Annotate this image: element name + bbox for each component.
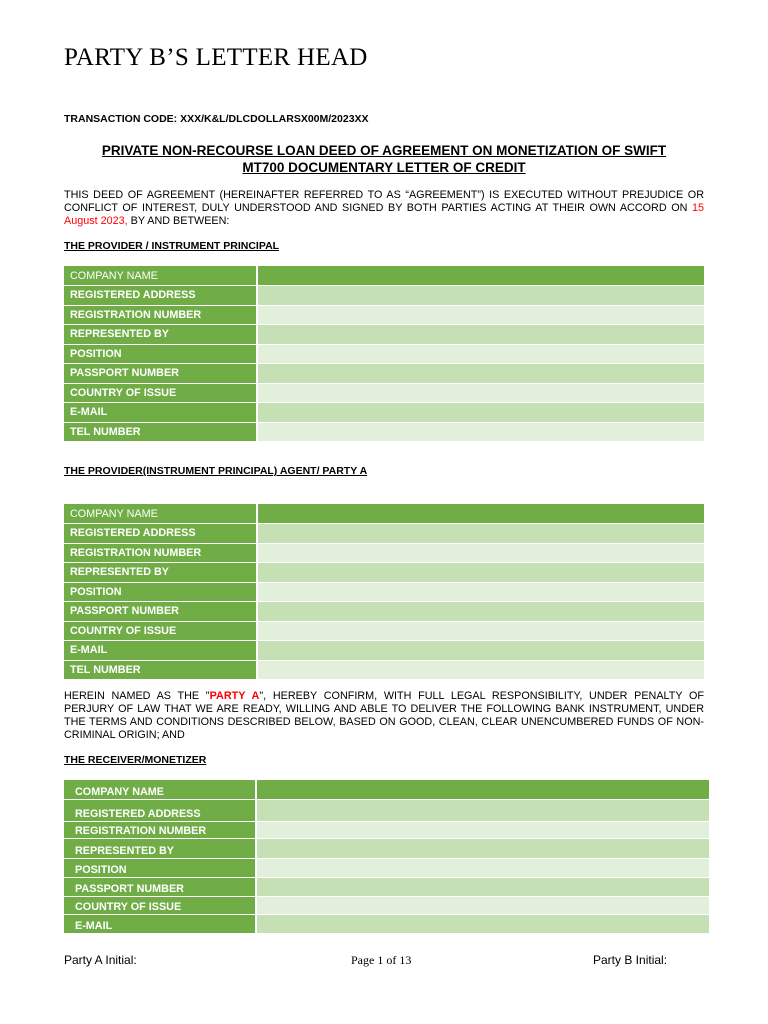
page-number: Page 1 of 13 [351, 953, 412, 967]
field-value [257, 524, 704, 544]
table-row [64, 563, 704, 583]
table-row [64, 877, 709, 896]
field-label: COMPANY NAME [64, 504, 257, 524]
table-row [64, 780, 709, 799]
field-label: COMPANY NAME [64, 266, 257, 286]
field-label: REPRESENTED BY [64, 563, 257, 583]
field-value [257, 383, 704, 403]
table-row [64, 621, 704, 641]
table-row [64, 641, 704, 661]
table-row [64, 896, 709, 914]
field-label: PASSPORT NUMBER [64, 877, 256, 896]
field-value [256, 877, 709, 896]
field-value [257, 641, 704, 661]
table-row [64, 344, 704, 364]
field-label: COMPANY NAME [64, 780, 256, 799]
field-label: COUNTRY OF ISSUE [64, 621, 257, 641]
intro-paragraph [64, 189, 704, 228]
receiver-heading: THE RECEIVER/MONETIZER [64, 754, 207, 766]
field-value [257, 602, 704, 622]
field-value [256, 896, 709, 914]
field-label: COUNTRY OF ISSUE [64, 383, 257, 403]
field-label: E-MAIL [64, 914, 256, 933]
table-row [64, 422, 704, 442]
field-value [257, 582, 704, 602]
agent-party-a-table [64, 504, 704, 680]
field-value [256, 914, 709, 933]
field-value [257, 422, 704, 442]
table-row [64, 286, 704, 306]
table-row [64, 799, 709, 821]
field-value [257, 364, 704, 384]
letterhead-title: PARTY B’S LETTER HEAD [64, 44, 368, 71]
field-value [257, 621, 704, 641]
field-label: E-MAIL [64, 641, 257, 661]
table-row [64, 602, 704, 622]
herein-paragraph [64, 690, 704, 742]
field-value [256, 858, 709, 877]
party-b-initial: Party B Initial: [593, 953, 668, 967]
table-row [64, 838, 709, 858]
field-label: REPRESENTED BY [64, 838, 256, 858]
field-label: REGISTRATION NUMBER [64, 821, 256, 838]
table-row [64, 266, 704, 286]
agreement-title-line-2: MT700 DOCUMENTARY LETTER OF CREDIT [242, 160, 526, 175]
provider-table [64, 266, 704, 442]
field-value [257, 563, 704, 583]
agent-party-a-heading: THE PROVIDER(INSTRUMENT PRINCIPAL) AGENT/ PARTY A [64, 465, 368, 477]
field-value [257, 543, 704, 563]
party-a-initial: Party A Initial: [64, 953, 137, 967]
transaction-code: TRANSACTION CODE: XXX/K&L/DLCDOLLARSX00M/2023XX [64, 113, 369, 125]
agreement-date: 15 August 2023, [64, 202, 704, 227]
table-row [64, 364, 704, 384]
field-value [257, 266, 704, 286]
table-row [64, 504, 704, 524]
table-row [64, 543, 704, 563]
field-value [257, 660, 704, 680]
field-value [257, 403, 704, 423]
receiver-table [64, 780, 709, 934]
field-label: REGISTERED ADDRESS [64, 524, 257, 544]
table-row [64, 660, 704, 680]
field-value [256, 821, 709, 838]
field-label: PASSPORT NUMBER [64, 602, 257, 622]
field-value [256, 838, 709, 858]
field-label: TEL NUMBER [64, 422, 257, 442]
field-label: POSITION [64, 858, 256, 877]
field-label: POSITION [64, 344, 257, 364]
intro-text: THIS DEED OF AGREEMENT (HEREINAFTER REFERRED TO AS “AGREEMENT”) IS EXECUTED WITHOUT PREJUDICE OR CONFLICT OF INTEREST, DULY UNDERSTOOD AND SIGNED BY BOTH PARTIES ACTING AT THEIR OWN ACCORD ON [64, 189, 704, 214]
field-label: PASSPORT NUMBER [64, 364, 257, 384]
field-label: TEL NUMBER [64, 660, 257, 680]
field-value [257, 344, 704, 364]
field-value [257, 305, 704, 325]
table-row [64, 914, 709, 933]
field-label: REGISTRATION NUMBER [64, 543, 257, 563]
intro-text-end: BY AND BETWEEN: [127, 215, 230, 227]
field-value [257, 286, 704, 306]
herein-text-end: ", HEREBY CONFIRM, WITH FULL LEGAL RESPONSIBILITY, UNDER PENALTY OF PERJURY OF LAW THAT WE ARE READY, WILLING AND ABLE TO DELIVER THE FOLLOWING BANK INSTRUMENT, UNDER THE TERMS AND CONDITIONS DESCRIBED BELOW, BASED ON GOOD, CLEAN, CLEAR UNENCUMBERED FUNDS OF NON-CRIMINAL ORIGIN; AND [64, 690, 705, 741]
field-label: REGISTRATION NUMBER [64, 305, 257, 325]
herein-text: HEREIN NAMED AS THE " [64, 690, 210, 702]
table-row [64, 858, 709, 877]
field-value [257, 325, 704, 345]
field-label: POSITION [64, 582, 257, 602]
table-row [64, 305, 704, 325]
table-row [64, 582, 704, 602]
provider-heading: THE PROVIDER / INSTRUMENT PRINCIPAL [64, 240, 280, 252]
field-value [256, 799, 709, 821]
table-row [64, 821, 709, 838]
field-label: REGISTERED ADDRESS [64, 799, 256, 821]
table-row [64, 383, 704, 403]
field-label: REGISTERED ADDRESS [64, 286, 257, 306]
party-a-label: PARTY A [209, 690, 260, 702]
field-label: REPRESENTED BY [64, 325, 257, 345]
table-row [64, 325, 704, 345]
field-label: E-MAIL [64, 403, 257, 423]
agreement-title-line-1: PRIVATE NON-RECOURSE LOAN DEED OF AGREEMENT ON MONETIZATION OF SWIFT [101, 143, 667, 158]
table-row [64, 524, 704, 544]
table-row [64, 403, 704, 423]
agreement-title [64, 142, 704, 176]
field-label: COUNTRY OF ISSUE [64, 896, 256, 914]
field-value [257, 504, 704, 524]
field-value [256, 780, 709, 799]
